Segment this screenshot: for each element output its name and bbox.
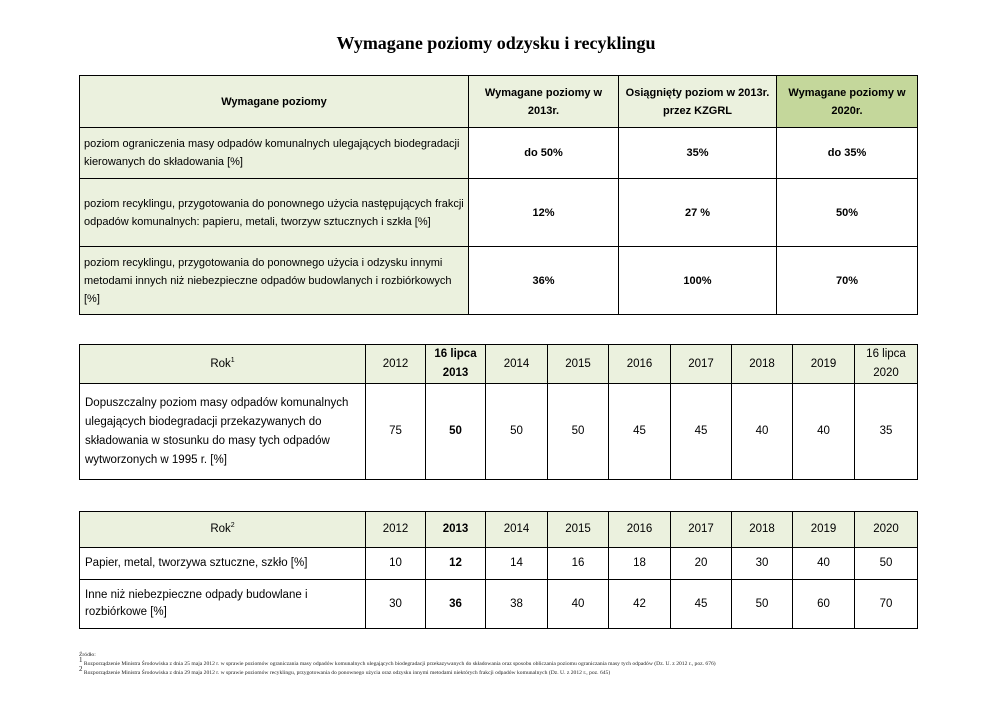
table-cell: 70% xyxy=(777,247,918,315)
table-cell: 36% xyxy=(469,247,619,315)
year-header: 2020 xyxy=(855,512,918,548)
table-cell: 35% xyxy=(619,128,777,179)
table-cell: 27 % xyxy=(619,179,777,247)
year-header: 2015 xyxy=(548,345,609,384)
table-cell: 12 xyxy=(426,548,486,580)
table-cell: 60 xyxy=(793,580,855,629)
year-header: 2012 xyxy=(366,512,426,548)
footnote: $^2$ Rozporządzenie Ministra Środowiska z dnia 29 maja 2012 r. w sprawie poziomów recyklingu, przygotowania do ponownego użycia oraz odzysku innymi metodami niektórych frakcji odpadów komunalnych (Dz. U. z 2012 r., poz. 645) xyxy=(79,665,611,676)
table-cell: 38 xyxy=(486,580,548,629)
table-row xyxy=(80,128,918,179)
table-cell: 45 xyxy=(671,580,732,629)
year-header: 2018 xyxy=(732,512,793,548)
page-title: Wymagane poziomy odzysku i recyklingu xyxy=(336,33,656,53)
year-header: 2019 xyxy=(793,512,855,548)
table-row xyxy=(80,179,918,247)
table-cell: 12% xyxy=(469,179,619,247)
table-cell: 50 xyxy=(548,384,609,480)
year-header: 2019 xyxy=(793,345,855,384)
table-cell: 70 xyxy=(855,580,918,629)
column-header: Wymagane poziomy xyxy=(80,76,469,128)
footnote: $^1$ Rozporządzenie Ministra Środowiska z dnia 25 maja 2012 r. w sprawie poziomów ograniczania masy odpadów komunalnych ulegających biodegradacji przekazywanych do składowania oraz sposobu obliczania poziomu ograniczania masy tych odpadów (Dz. U. z 2012 r., poz. 676) xyxy=(79,656,716,667)
table-cell: 50 xyxy=(855,548,918,580)
year-header: 2014 xyxy=(486,345,548,384)
table-cell: 16 xyxy=(548,548,609,580)
year-header: 16 lipca 2020 xyxy=(855,345,918,384)
column-header: Osiągnięty poziom w 2013r. przez KZGRL xyxy=(619,76,777,128)
year-header: 2012 xyxy=(366,345,426,384)
table-cell: 40 xyxy=(793,548,855,580)
column-header: Wymagane poziomy w 2020r. xyxy=(777,76,918,128)
table-cell: 36 xyxy=(426,580,486,629)
year-header: 2017 xyxy=(671,345,732,384)
table-cell: 30 xyxy=(366,580,426,629)
table-cell: 100% xyxy=(619,247,777,315)
row-label: poziom recyklingu, przygotowania do ponownego użycia i odzysku innymi metodami innych niż niebezpieczne odpadów budowlanych i rozbiórkowych [%] xyxy=(80,247,469,315)
table-cell: 35 xyxy=(855,384,918,480)
table-cell: 40 xyxy=(732,384,793,480)
table-cell: 50 xyxy=(732,580,793,629)
table-cell: 50% xyxy=(777,179,918,247)
year-header: 2014 xyxy=(486,512,548,548)
table-cell: 30 xyxy=(732,548,793,580)
year-header-label: Rok$^2$ xyxy=(80,512,366,548)
table-cell: 50 xyxy=(486,384,548,480)
source-footnotes xyxy=(79,651,939,678)
row-label: Inne niż niebezpieczne odpady budowlane i rozbiórkowe [%] xyxy=(80,580,366,629)
table-cell: 40 xyxy=(793,384,855,480)
row-label: Dopuszczalny poziom masy odpadów komunalnych ulegających biodegradacji przekazywanych do składowania w stosunku do masy tych odpadów wytworzonych w 1995 r. [%] xyxy=(80,384,366,480)
table-row xyxy=(80,548,918,580)
year-header: 16 lipca 2013 xyxy=(426,345,486,384)
column-header: Wymagane poziomy w 2013r. xyxy=(469,76,619,128)
year-header: 2018 xyxy=(732,345,793,384)
year-header-label: Rok$^1$ xyxy=(80,345,366,384)
table-cell: 75 xyxy=(366,384,426,480)
table-header-row xyxy=(80,76,918,128)
table-cell: 45 xyxy=(609,384,671,480)
table-cell: 45 xyxy=(671,384,732,480)
table-cell: 14 xyxy=(486,548,548,580)
table-cell: do 50% xyxy=(469,128,619,179)
table-cell: 40 xyxy=(548,580,609,629)
table-row xyxy=(80,247,918,315)
table-cell: 18 xyxy=(609,548,671,580)
year-header: 2013 xyxy=(426,512,486,548)
table-cell: 10 xyxy=(366,548,426,580)
year-header: 2016 xyxy=(609,345,671,384)
row-label: poziom recyklingu, przygotowania do ponownego użycia następujących frakcji odpadów komunalnych: papieru, metali, tworzyw sztucznych i szkła [%] xyxy=(80,179,469,247)
required-levels-table xyxy=(79,75,918,315)
table-cell: do 35% xyxy=(777,128,918,179)
table-row xyxy=(80,580,918,629)
row-label: Papier, metal, tworzywa sztuczne, szkło [%] xyxy=(80,548,366,580)
recycling-levels-table xyxy=(79,511,918,629)
biodegradable-waste-table xyxy=(79,344,918,480)
year-header: 2015 xyxy=(548,512,609,548)
year-header: 2017 xyxy=(671,512,732,548)
table-cell: 42 xyxy=(609,580,671,629)
table-header-row xyxy=(80,512,918,548)
year-header: 2016 xyxy=(609,512,671,548)
table-cell: 50 xyxy=(426,384,486,480)
table-row xyxy=(80,384,918,480)
footnote-heading: Źródło: xyxy=(79,652,96,658)
table-cell: 20 xyxy=(671,548,732,580)
row-label: poziom ograniczenia masy odpadów komunalnych ulegających biodegradacji kierowanych do składowania [%] xyxy=(80,128,469,179)
table-header-row xyxy=(80,345,918,384)
